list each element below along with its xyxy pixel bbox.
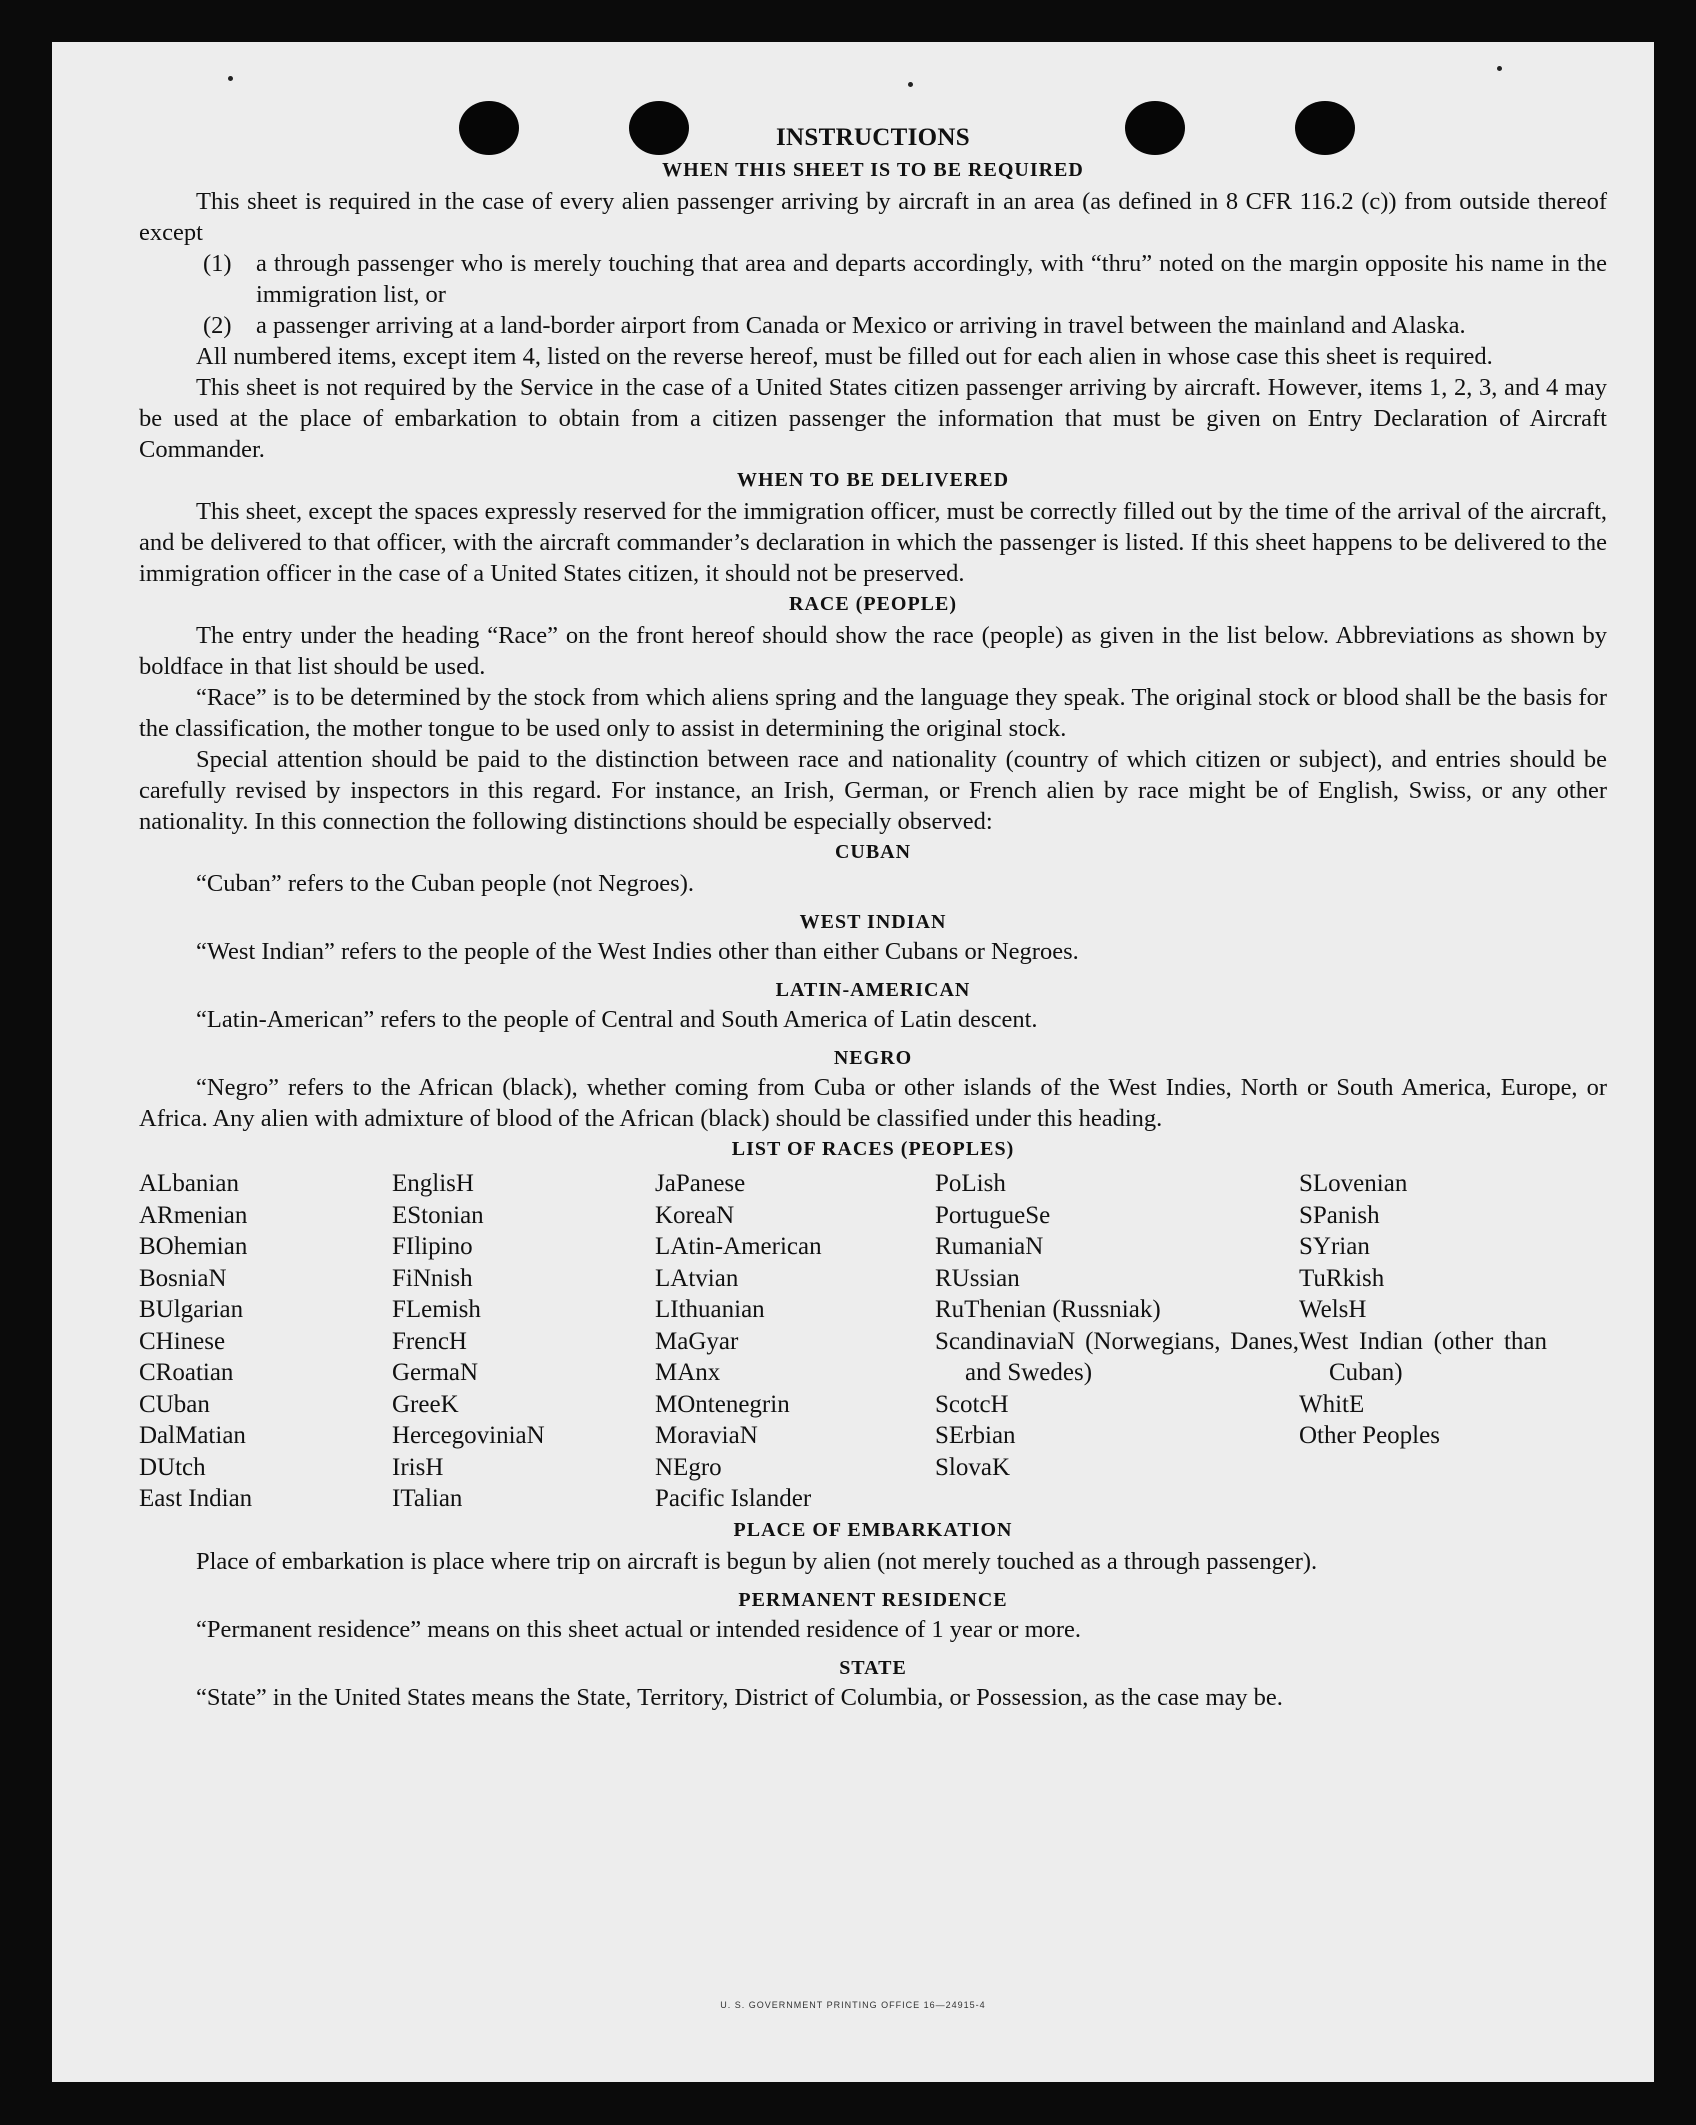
race-entry: Other Peoples bbox=[1299, 1422, 1440, 1449]
race-entry: BosniaN bbox=[139, 1264, 227, 1292]
section-heading: RACE (PEOPLE) bbox=[789, 593, 957, 615]
paragraph: “Cuban” refers to the Cuban people (not Negroes). bbox=[196, 870, 694, 897]
race-entry: EStonian bbox=[392, 1201, 484, 1229]
paragraph: All numbered items, except item 4, listed on the reverse hereof, must be filled out for each alien in whose case this sheet is required. bbox=[196, 343, 1493, 370]
race-entry: IrisH bbox=[392, 1453, 444, 1481]
race-entry: DalMatian bbox=[139, 1422, 246, 1449]
list-item bbox=[203, 248, 1607, 310]
race-entry: FiNnish bbox=[392, 1264, 473, 1292]
race-list bbox=[139, 1168, 1607, 1515]
item-number: (2) bbox=[203, 312, 232, 339]
document-sheet bbox=[52, 42, 1654, 2082]
dust-speck bbox=[1497, 66, 1502, 71]
paragraph: This sheet, except the spaces expressly reserved for the immigration officer, must be correctly filled out by the time of the arrival of the aircraft, and be delivered to that officer, with the aircraft commander’s declaration in which the passenger is listed. If this sheet happens to be delivered to the immigration officer in the case of a United States citizen, it should not be preserved. bbox=[139, 498, 1607, 587]
section-heading: PLACE OF EMBARKATION bbox=[733, 1518, 1013, 1541]
item-number: (1) bbox=[203, 250, 232, 277]
race-entry: KoreaN bbox=[655, 1201, 735, 1229]
section-heading: LIST OF RACES (PEOPLES) bbox=[731, 1138, 1015, 1160]
race-entry: RuThenian (Russniak) bbox=[935, 1296, 1161, 1323]
race-entry: BUlgarian bbox=[139, 1296, 244, 1323]
race-entry: CRoatian bbox=[139, 1359, 234, 1386]
race-entry: RUssian bbox=[935, 1264, 1020, 1292]
race-entry: RumaniaN bbox=[935, 1233, 1044, 1260]
race-entry: NEgro bbox=[655, 1453, 722, 1481]
race-column bbox=[392, 1168, 655, 1515]
race-entry: MaGyar bbox=[655, 1327, 739, 1355]
race-entry: LAtvian bbox=[655, 1264, 739, 1292]
race-entry: BOhemian bbox=[139, 1233, 248, 1260]
race-entry: GreeK bbox=[392, 1390, 459, 1418]
race-column bbox=[655, 1168, 935, 1515]
race-entry: LIthuanian bbox=[655, 1296, 765, 1323]
section-heading: CUBAN bbox=[834, 841, 912, 863]
race-entry: CUban bbox=[139, 1390, 210, 1418]
paragraph: Special attention should be paid to the distinction between race and nationality (country of which citizen or subject), and entries should be carefully revised by inspectors in this regard. For instance, an Irish, German, or French alien by race might be of English, Swiss, or any other nationality. In this connection the following distinctions should be especially observed: bbox=[139, 746, 1607, 835]
race-entry: CHinese bbox=[139, 1327, 226, 1355]
race-entry: HercegoviniaN bbox=[392, 1422, 545, 1449]
race-entry: WelsH bbox=[1299, 1296, 1367, 1323]
race-entry: TuRkish bbox=[1299, 1264, 1385, 1292]
race-entry: ScandinaviaN (Norwegians, Danes, and Swedes) bbox=[935, 1327, 1299, 1386]
item-text: a passenger arriving at a land-border airport from Canada or Mexico or arriving in travel between the mainland and Alaska. bbox=[256, 312, 1466, 339]
race-entry: LAtin-American bbox=[655, 1233, 822, 1260]
paragraph: Place of embarkation is place where trip on aircraft is begun by alien (not merely touched as a through passenger). bbox=[196, 1547, 1318, 1575]
race-entry: DUtch bbox=[139, 1453, 206, 1481]
race-entry: ARmenian bbox=[139, 1201, 248, 1229]
paragraph: “Latin-American” refers to the people of Central and South America of Latin descent. bbox=[196, 1006, 1038, 1033]
race-entry: East Indian bbox=[139, 1485, 253, 1512]
dust-speck bbox=[908, 82, 913, 87]
race-entry: ITalian bbox=[392, 1485, 463, 1512]
race-entry: FrencH bbox=[392, 1327, 467, 1355]
section-heading: WEST INDIAN bbox=[799, 911, 947, 933]
race-entry: SlovaK bbox=[935, 1453, 1010, 1481]
paragraph: “State” in the United States means the State, Territory, District of Columbia, or Possession, as the case may be. bbox=[196, 1683, 1283, 1711]
paragraph: This sheet is required in the case of every alien passenger arriving by aircraft in an area (as defined in 8 CFR 116.2 (c)) from outside thereof except bbox=[139, 188, 1607, 246]
race-entry: SErbian bbox=[935, 1422, 1016, 1449]
section-heading: WHEN TO BE DELIVERED bbox=[736, 469, 1010, 491]
page-title: INSTRUCTIONS bbox=[776, 124, 970, 151]
race-entry: GermaN bbox=[392, 1359, 479, 1386]
race-entry: MAnx bbox=[655, 1359, 721, 1386]
race-entry: ScotcH bbox=[935, 1390, 1009, 1418]
race-entry: Pacific Islander bbox=[655, 1485, 812, 1512]
race-entry: PortugueSe bbox=[935, 1201, 1051, 1229]
section-heading: STATE bbox=[839, 1656, 907, 1679]
paragraph: This sheet is not required by the Service in the case of a United States citizen passenger arriving by aircraft. However, items 1, 2, 3, and 4 may be used at the place of embarkation to obtain from a citizen passenger the information that must be given on Entry Declaration of Aircraft Commander. bbox=[139, 374, 1607, 463]
section-heading: LATIN-AMERICAN bbox=[775, 979, 971, 1001]
race-entry: MOntenegrin bbox=[655, 1390, 790, 1418]
paragraph: “Negro” refers to the African (black), whether coming from Cuba or other islands of the West Indies, North or South America, Europe, or Africa. Any alien with admixture of blood of the African (black) should be classified under this heading. bbox=[139, 1074, 1607, 1132]
race-column bbox=[1299, 1168, 1547, 1515]
printer-imprint: U. S. GOVERNMENT PRINTING OFFICE 16—24915-4 bbox=[720, 2000, 986, 2010]
race-entry: FIlipino bbox=[392, 1233, 473, 1260]
race-entry: FLemish bbox=[392, 1296, 481, 1323]
paragraph: “West Indian” refers to the people of the West Indies other than either Cubans or Negroes. bbox=[196, 938, 1079, 965]
paragraph: “Permanent residence” means on this sheet actual or intended residence of 1 year or more. bbox=[196, 1615, 1082, 1643]
race-entry: MoraviaN bbox=[655, 1422, 758, 1449]
paragraph: “Race” is to be determined by the stock from which aliens spring and the language they speak. The original stock or blood shall be the basis for the classification, the mother tongue to be used only to assist in determining the original stock. bbox=[139, 684, 1607, 742]
race-entry: JaPanese bbox=[655, 1170, 746, 1197]
race-entry: SYrian bbox=[1299, 1233, 1370, 1260]
instructions-body bbox=[139, 122, 1607, 1713]
section-heading: WHEN THIS SHEET IS TO BE REQUIRED bbox=[662, 159, 1084, 181]
section-heading: NEGRO bbox=[833, 1047, 913, 1069]
race-entry: West Indian (other than Cuban) bbox=[1299, 1327, 1547, 1386]
race-entry: ALbanian bbox=[139, 1170, 239, 1197]
section-heading: PERMANENT RESIDENCE bbox=[738, 1588, 1008, 1611]
dust-speck bbox=[228, 76, 233, 81]
race-column bbox=[139, 1168, 392, 1515]
paragraph: The entry under the heading “Race” on the front hereof should show the race (people) as given in the list below. Abbreviations as shown by boldface in that list should be used. bbox=[139, 622, 1607, 680]
race-entry: SLovenian bbox=[1299, 1170, 1408, 1197]
race-entry: SPanish bbox=[1299, 1201, 1380, 1229]
race-entry: PoLish bbox=[935, 1170, 1006, 1197]
race-column bbox=[935, 1168, 1299, 1515]
race-entry: EnglisH bbox=[392, 1170, 474, 1197]
race-entry: WhitE bbox=[1299, 1390, 1365, 1418]
item-text: a through passenger who is merely touching that area and departs accordingly, with “thru” noted on the margin opposite his name in the immigration list, or bbox=[256, 250, 1607, 308]
list-item bbox=[203, 310, 1607, 341]
